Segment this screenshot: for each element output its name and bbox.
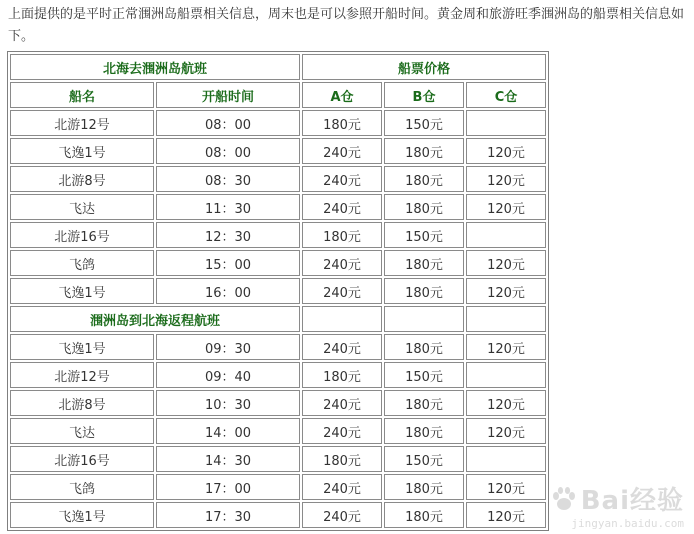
cell-price-b: 180元 xyxy=(384,334,464,360)
table-row xyxy=(10,446,546,472)
cell-ship-name: 飞达 xyxy=(10,418,154,444)
cell-price-c xyxy=(466,110,546,136)
cell-price-a: 240元 xyxy=(302,474,382,500)
cell-price-c: 120元 xyxy=(466,194,546,220)
table-row xyxy=(10,222,546,248)
cell-ship-name: 北游16号 xyxy=(10,446,154,472)
baidu-jingyan-watermark xyxy=(551,480,684,530)
cell-price-a: 240元 xyxy=(302,502,382,528)
cell-price-c: 120元 xyxy=(466,418,546,444)
cell-price-a: 180元 xyxy=(302,362,382,388)
cell-departure-time: 14：00 xyxy=(156,418,300,444)
cell-price-c: 120元 xyxy=(466,474,546,500)
cell-ship-name: 飞逸1号 xyxy=(10,138,154,164)
cell-ship-name: 飞达 xyxy=(10,194,154,220)
empty-cell xyxy=(302,306,382,332)
table-row xyxy=(10,362,546,388)
cell-departure-time: 17：30 xyxy=(156,502,300,528)
cell-departure-time: 09：40 xyxy=(156,362,300,388)
cell-price-c: 120元 xyxy=(466,138,546,164)
cell-price-b: 180元 xyxy=(384,474,464,500)
baidu-paw-icon xyxy=(551,486,577,512)
cell-price-a: 180元 xyxy=(302,110,382,136)
table-row xyxy=(10,138,546,164)
cell-price-a: 240元 xyxy=(302,390,382,416)
cell-price-c xyxy=(466,362,546,388)
cell-departure-time: 08：30 xyxy=(156,166,300,192)
cell-ship-name: 飞逸1号 xyxy=(10,502,154,528)
column-header-ship-name: 船名 xyxy=(10,82,154,108)
cell-price-b: 180元 xyxy=(384,138,464,164)
cell-ship-name: 飞逸1号 xyxy=(10,334,154,360)
cell-price-a: 240元 xyxy=(302,278,382,304)
cell-price-a: 180元 xyxy=(302,446,382,472)
cell-ship-name: 北游8号 xyxy=(10,390,154,416)
table-row xyxy=(10,194,546,220)
cell-price-c xyxy=(466,446,546,472)
cell-price-c: 120元 xyxy=(466,390,546,416)
cell-price-a: 240元 xyxy=(302,138,382,164)
cell-price-b: 180元 xyxy=(384,166,464,192)
cell-price-b: 150元 xyxy=(384,362,464,388)
cell-price-b: 180元 xyxy=(384,194,464,220)
cell-price-b: 150元 xyxy=(384,222,464,248)
cell-ship-name: 北游16号 xyxy=(10,222,154,248)
column-header-departure-time: 开船时间 xyxy=(156,82,300,108)
cell-price-b: 150元 xyxy=(384,110,464,136)
table-row xyxy=(10,110,546,136)
table-row xyxy=(10,390,546,416)
cell-departure-time: 08：00 xyxy=(156,138,300,164)
cell-departure-time: 15：00 xyxy=(156,250,300,276)
cell-price-a: 240元 xyxy=(302,166,382,192)
table-row xyxy=(10,334,546,360)
cell-price-b: 180元 xyxy=(384,390,464,416)
table-header-top-row xyxy=(10,54,546,80)
cell-departure-time: 11：30 xyxy=(156,194,300,220)
ferry-schedule-table xyxy=(7,51,549,531)
cell-ship-name: 飞鸽 xyxy=(10,250,154,276)
cell-ship-name: 北游8号 xyxy=(10,166,154,192)
cell-ship-name: 北游12号 xyxy=(10,362,154,388)
cell-price-a: 240元 xyxy=(302,194,382,220)
cell-departure-time: 17：00 xyxy=(156,474,300,500)
cell-departure-time: 16：00 xyxy=(156,278,300,304)
empty-cell xyxy=(384,306,464,332)
column-header-class-b: B仓 xyxy=(384,82,464,108)
column-header-class-a: A仓 xyxy=(302,82,382,108)
cell-price-c: 120元 xyxy=(466,250,546,276)
cell-price-a: 240元 xyxy=(302,250,382,276)
ticket-price-header: 船票价格 xyxy=(302,54,546,80)
return-section-header-row xyxy=(10,306,546,332)
return-route-header: 涠洲岛到北海返程航班 xyxy=(10,306,300,332)
outbound-route-header: 北海去涠洲岛航班 xyxy=(10,54,300,80)
watermark-brand: Bai经验 xyxy=(580,486,684,516)
cell-price-b: 180元 xyxy=(384,502,464,528)
cell-price-a: 180元 xyxy=(302,222,382,248)
cell-price-b: 180元 xyxy=(384,250,464,276)
table-column-header-row xyxy=(10,82,546,108)
cell-price-a: 240元 xyxy=(302,334,382,360)
cell-ship-name: 飞逸1号 xyxy=(10,278,154,304)
cell-departure-time: 09：30 xyxy=(156,334,300,360)
watermark-url: jingyan.baidu.com xyxy=(571,517,684,530)
cell-price-c: 120元 xyxy=(466,334,546,360)
cell-price-b: 150元 xyxy=(384,446,464,472)
cell-price-b: 180元 xyxy=(384,418,464,444)
cell-departure-time: 08：00 xyxy=(156,110,300,136)
table-row xyxy=(10,502,546,528)
table-row xyxy=(10,278,546,304)
column-header-class-c: C仓 xyxy=(466,82,546,108)
table-row xyxy=(10,474,546,500)
cell-price-c: 120元 xyxy=(466,502,546,528)
table-row xyxy=(10,166,546,192)
cell-price-c xyxy=(466,222,546,248)
cell-price-a: 240元 xyxy=(302,418,382,444)
cell-price-c: 120元 xyxy=(466,166,546,192)
cell-price-b: 180元 xyxy=(384,278,464,304)
cell-ship-name: 北游12号 xyxy=(10,110,154,136)
cell-departure-time: 14：30 xyxy=(156,446,300,472)
cell-departure-time: 12：30 xyxy=(156,222,300,248)
empty-cell xyxy=(466,306,546,332)
cell-departure-time: 10：30 xyxy=(156,390,300,416)
intro-text: 上面提供的是平时正常涠洲岛船票相关信息，周末也是可以参照开船时间。黄金周和旅游旺季涠洲岛的船票相关信息如下。 xyxy=(8,7,685,44)
cell-ship-name: 飞鸽 xyxy=(10,474,154,500)
cell-price-c: 120元 xyxy=(466,278,546,304)
table-row xyxy=(10,250,546,276)
table-row xyxy=(10,418,546,444)
